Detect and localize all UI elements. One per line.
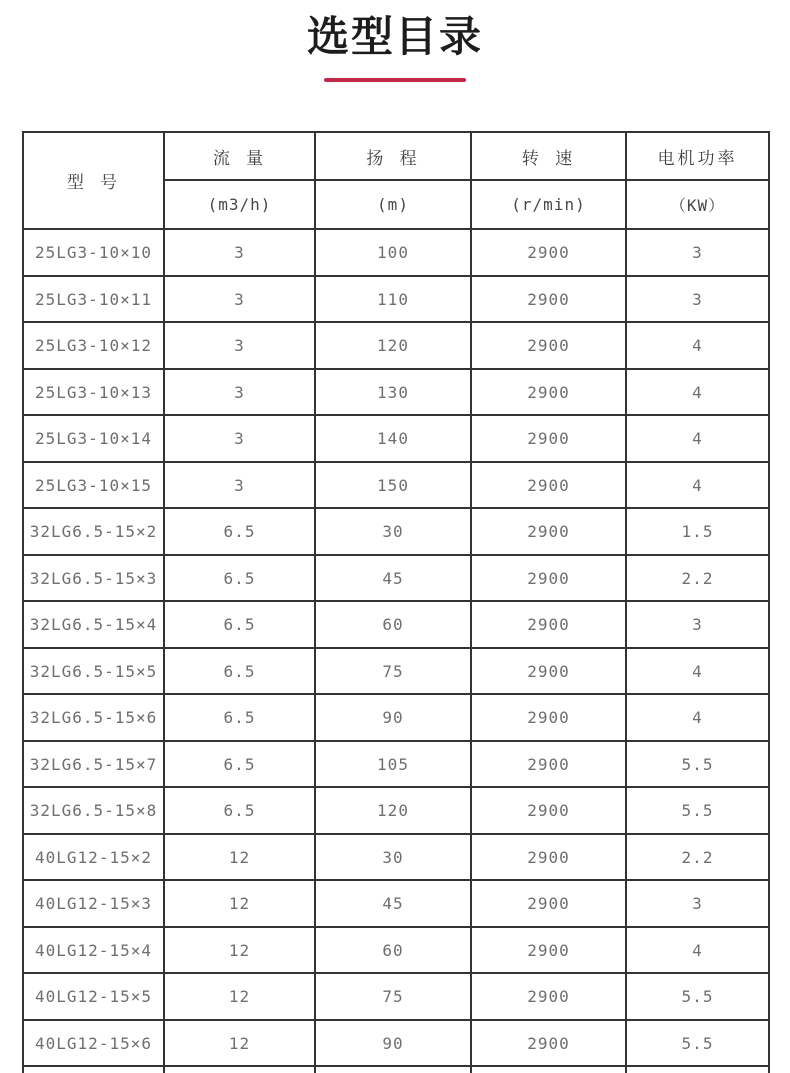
cell-flow: 3 (164, 322, 315, 369)
cell-head: 75 (315, 973, 471, 1020)
cell-flow: 3 (164, 369, 315, 416)
table-row (23, 555, 769, 602)
cell-model: 32LG6.5-15×5 (23, 648, 164, 695)
cell-speed (471, 1066, 626, 1073)
cell-power: 4 (626, 322, 769, 369)
cell-speed: 2900 (471, 834, 626, 881)
cell-model: 40LG12-15×3 (23, 880, 164, 927)
cell-speed: 2900 (471, 648, 626, 695)
cell-head: 100 (315, 229, 471, 276)
cell-power: 5.5 (626, 973, 769, 1020)
table-row (23, 415, 769, 462)
cell-power (626, 1066, 769, 1073)
table-row (23, 229, 769, 276)
cell-model: 32LG6.5-15×4 (23, 601, 164, 648)
cell-speed: 2900 (471, 229, 626, 276)
cell-head (315, 1066, 471, 1073)
cell-head: 30 (315, 834, 471, 881)
column-unit-head: (m) (315, 180, 471, 229)
cell-speed: 2900 (471, 415, 626, 462)
cell-model: 25LG3-10×15 (23, 462, 164, 509)
table-row (23, 1066, 769, 1073)
cell-flow: 6.5 (164, 787, 315, 834)
cell-flow: 6.5 (164, 741, 315, 788)
cell-speed: 2900 (471, 601, 626, 648)
cell-head: 105 (315, 741, 471, 788)
column-header-speed: 转 速 (471, 132, 626, 180)
table-row (23, 369, 769, 416)
cell-model: 25LG3-10×10 (23, 229, 164, 276)
column-unit-flow: (m3/h) (164, 180, 315, 229)
cell-model: 25LG3-10×13 (23, 369, 164, 416)
cell-head: 120 (315, 322, 471, 369)
table-row (23, 973, 769, 1020)
cell-power: 5.5 (626, 741, 769, 788)
cell-power: 2.2 (626, 834, 769, 881)
cell-power: 3 (626, 601, 769, 648)
cell-power: 4 (626, 927, 769, 974)
cell-head: 110 (315, 276, 471, 323)
table-row (23, 1020, 769, 1067)
table-row (23, 880, 769, 927)
cell-model: 40LG12-15×6 (23, 1020, 164, 1067)
pump-selection-table (22, 131, 770, 1073)
cell-power: 5.5 (626, 787, 769, 834)
table-header (23, 132, 769, 229)
table-row (23, 276, 769, 323)
cell-power: 4 (626, 462, 769, 509)
column-unit-power: （KW） (626, 180, 769, 229)
cell-head: 140 (315, 415, 471, 462)
column-header-head: 扬 程 (315, 132, 471, 180)
table-row (23, 741, 769, 788)
cell-flow: 12 (164, 927, 315, 974)
cell-power: 5.5 (626, 1020, 769, 1067)
cell-flow: 3 (164, 229, 315, 276)
cell-power: 4 (626, 648, 769, 695)
cell-model (23, 1066, 164, 1073)
cell-power: 4 (626, 694, 769, 741)
cell-power: 3 (626, 229, 769, 276)
cell-speed: 2900 (471, 276, 626, 323)
column-header-model: 型 号 (23, 132, 164, 229)
cell-model: 32LG6.5-15×7 (23, 741, 164, 788)
cell-model: 40LG12-15×4 (23, 927, 164, 974)
table-row (23, 648, 769, 695)
page-title: 选型目录 (306, 13, 483, 60)
cell-flow: 6.5 (164, 508, 315, 555)
cell-model: 25LG3-10×12 (23, 322, 164, 369)
header-label-row (23, 132, 769, 180)
cell-flow: 6.5 (164, 694, 315, 741)
cell-speed: 2900 (471, 927, 626, 974)
cell-speed: 2900 (471, 369, 626, 416)
cell-flow: 12 (164, 973, 315, 1020)
cell-model: 40LG12-15×2 (23, 834, 164, 881)
cell-head: 45 (315, 880, 471, 927)
cell-power: 3 (626, 880, 769, 927)
cell-model: 32LG6.5-15×8 (23, 787, 164, 834)
cell-head: 75 (315, 648, 471, 695)
cell-flow: 6.5 (164, 648, 315, 695)
table-row (23, 927, 769, 974)
cell-flow: 6.5 (164, 555, 315, 602)
table-row (23, 322, 769, 369)
column-unit-speed: (r/min) (471, 180, 626, 229)
table-row (23, 462, 769, 509)
cell-power: 4 (626, 415, 769, 462)
cell-head: 30 (315, 508, 471, 555)
column-header-power: 电机功率 (626, 132, 769, 180)
cell-model: 25LG3-10×14 (23, 415, 164, 462)
column-header-flow: 流 量 (164, 132, 315, 180)
cell-head: 120 (315, 787, 471, 834)
cell-speed: 2900 (471, 973, 626, 1020)
cell-speed: 2900 (471, 694, 626, 741)
table-row (23, 508, 769, 555)
cell-power: 2.2 (626, 555, 769, 602)
cell-power: 1.5 (626, 508, 769, 555)
cell-head: 45 (315, 555, 471, 602)
cell-flow: 6.5 (164, 601, 315, 648)
cell-flow: 3 (164, 276, 315, 323)
table-row (23, 601, 769, 648)
cell-head: 130 (315, 369, 471, 416)
cell-speed: 2900 (471, 555, 626, 602)
cell-speed: 2900 (471, 508, 626, 555)
title-underline-divider (324, 78, 466, 82)
cell-head: 90 (315, 694, 471, 741)
cell-model: 40LG12-15×5 (23, 973, 164, 1020)
cell-flow: 3 (164, 462, 315, 509)
cell-power: 4 (626, 369, 769, 416)
cell-head: 60 (315, 927, 471, 974)
cell-head: 60 (315, 601, 471, 648)
cell-flow: 12 (164, 834, 315, 881)
cell-speed: 2900 (471, 741, 626, 788)
cell-speed: 2900 (471, 880, 626, 927)
table-row (23, 787, 769, 834)
cell-head: 150 (315, 462, 471, 509)
cell-model: 32LG6.5-15×2 (23, 508, 164, 555)
cell-speed: 2900 (471, 1020, 626, 1067)
cell-flow (164, 1066, 315, 1073)
cell-power: 3 (626, 276, 769, 323)
cell-speed: 2900 (471, 787, 626, 834)
cell-speed: 2900 (471, 462, 626, 509)
cell-flow: 12 (164, 880, 315, 927)
cell-speed: 2900 (471, 322, 626, 369)
table-body (23, 229, 769, 1073)
cell-model: 25LG3-10×11 (23, 276, 164, 323)
cell-head: 90 (315, 1020, 471, 1067)
cell-flow: 3 (164, 415, 315, 462)
table-row (23, 694, 769, 741)
cell-flow: 12 (164, 1020, 315, 1067)
cell-model: 32LG6.5-15×6 (23, 694, 164, 741)
cell-model: 32LG6.5-15×3 (23, 555, 164, 602)
table-row (23, 834, 769, 881)
